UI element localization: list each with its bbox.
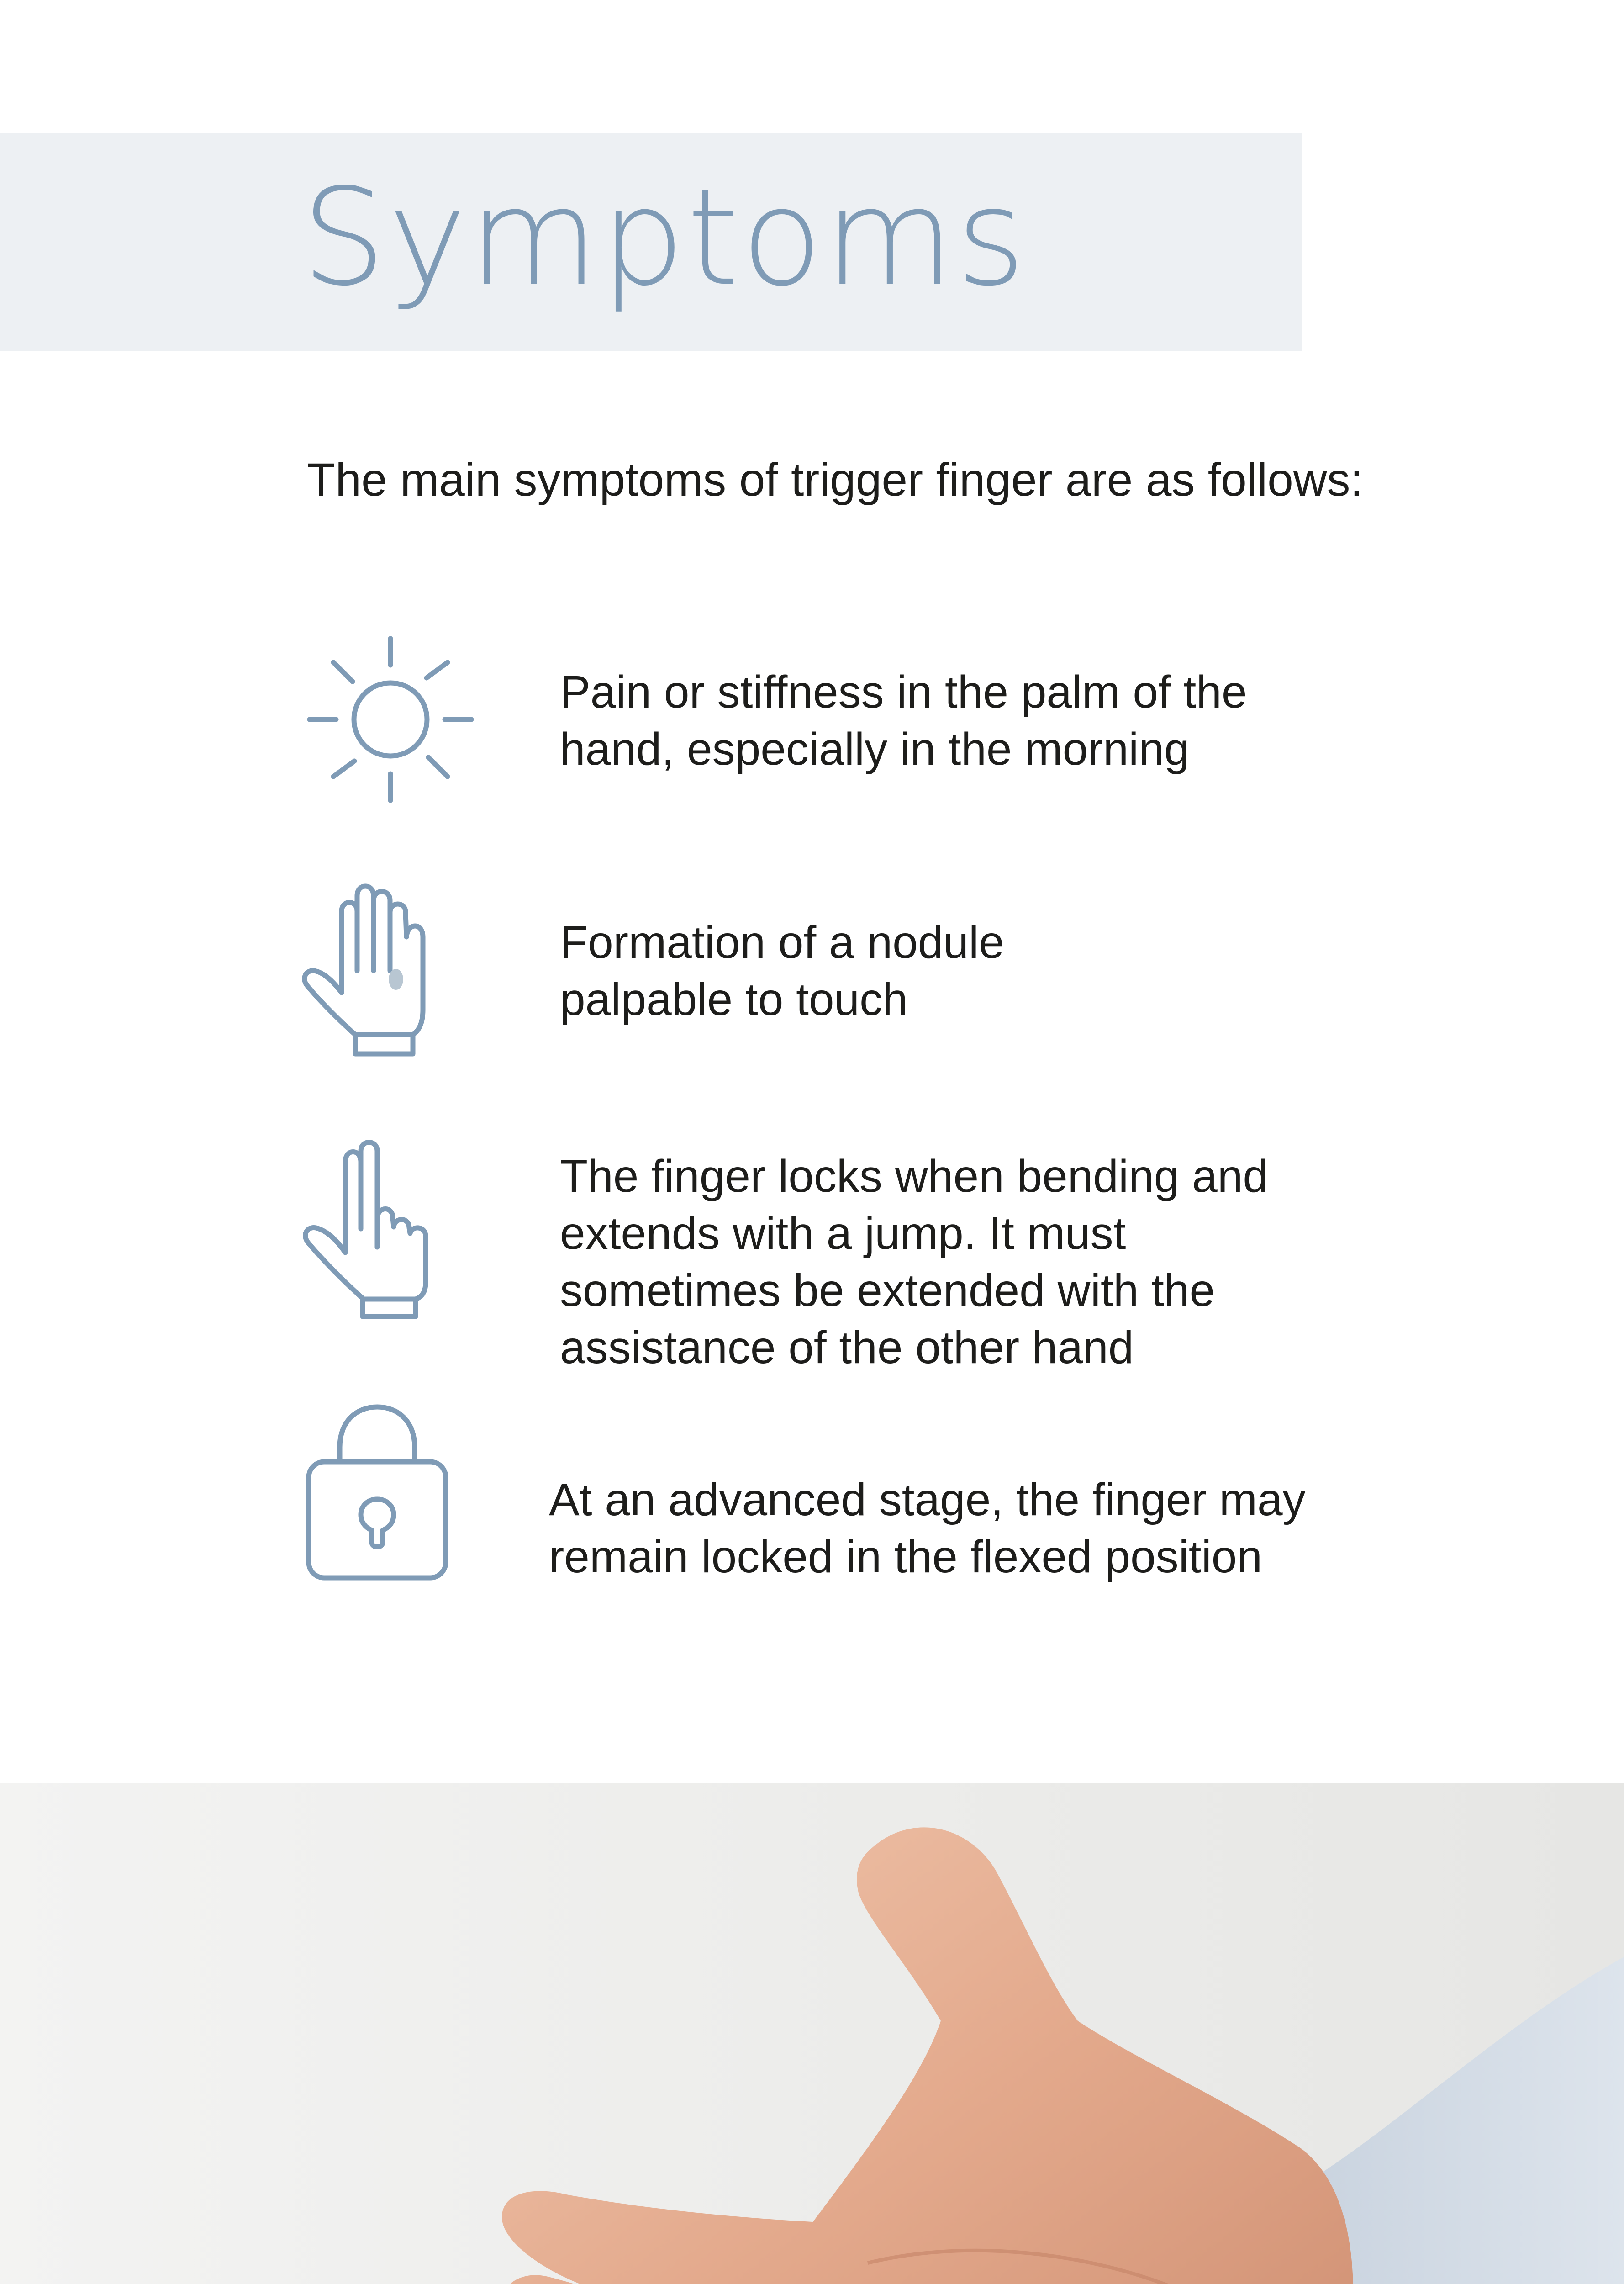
- nodule-dot: [389, 969, 403, 990]
- symptom-text-1: Pain or stiffness in the palm of the hand, especially in the morning: [560, 666, 1247, 775]
- sun-icon: [307, 636, 474, 803]
- intro-text: The main symptoms of trigger finger are as follows:: [307, 454, 1363, 506]
- hand-photo: [0, 1783, 1624, 2284]
- lock-icon: [305, 1403, 450, 1582]
- hand-nodule-icon: [301, 879, 444, 1057]
- page-title: Symptoms: [301, 160, 1028, 315]
- symptom-text-2: Formation of a nodule palpable to touch: [560, 917, 1004, 1025]
- hand-bent-finger-icon: [301, 1137, 457, 1320]
- symptom-text-4: At an advanced stage, the finger may remain locked in the flexed position: [549, 1474, 1306, 1582]
- symptom-text-3: The finger locks when bending and extends with a jump. It must sometimes be extended with the assistance of the other hand: [560, 1151, 1269, 1373]
